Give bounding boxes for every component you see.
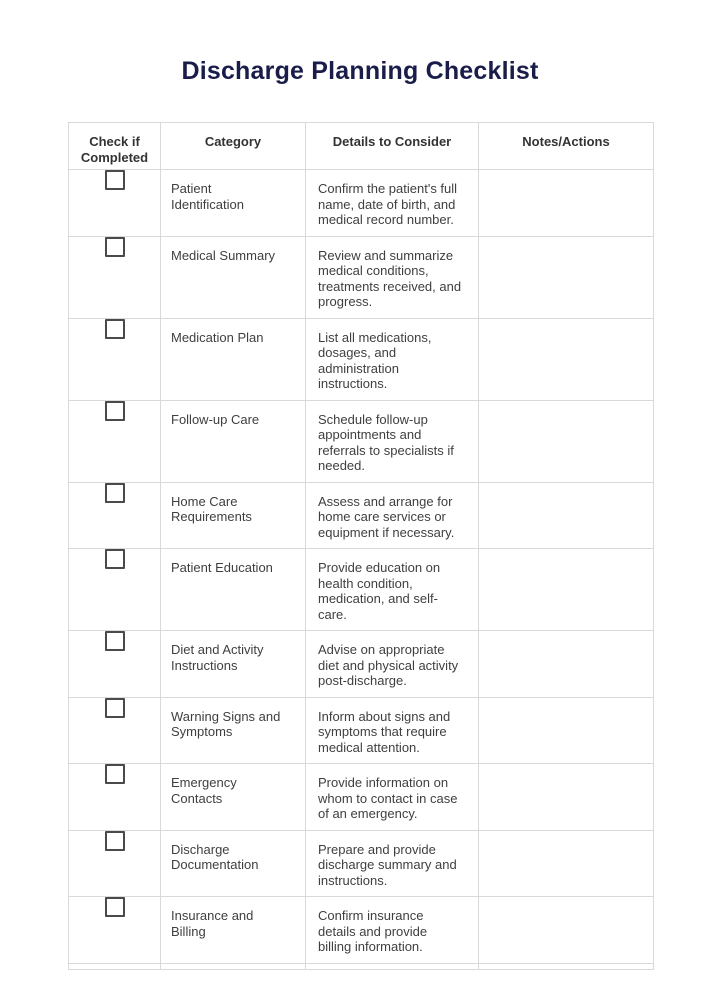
notes-cell [479, 482, 654, 549]
details-cell [306, 400, 479, 482]
table-body [69, 170, 654, 964]
check-cell [69, 830, 161, 897]
checkbox[interactable] [105, 549, 125, 569]
check-cell [69, 549, 161, 631]
table-row [69, 170, 654, 237]
checkbox[interactable] [105, 401, 125, 421]
table-row [69, 482, 654, 549]
details-text: Advise on appropriate diet and physical activity post-discharge. [318, 642, 459, 688]
category-label: Medication Plan [171, 329, 264, 345]
empty-cell [479, 963, 654, 969]
category-cell [161, 482, 306, 549]
checkbox[interactable] [105, 170, 125, 190]
notes-cell [479, 400, 654, 482]
notes-cell [479, 764, 654, 831]
table-row [69, 549, 654, 631]
category-label: Diet and Activity Instructions [171, 642, 264, 673]
details-cell [306, 830, 479, 897]
notes-cell [479, 236, 654, 318]
details-cell [306, 697, 479, 764]
category-cell [161, 236, 306, 318]
table-row [69, 400, 654, 482]
details-cell [306, 170, 479, 237]
category-cell [161, 830, 306, 897]
details-text: Confirm the patient's full name, date of birth, and medical record number. [318, 181, 458, 227]
details-text: Provide education on health condition, medication, and self-care. [318, 560, 441, 622]
details-cell [306, 897, 479, 964]
notes-cell [479, 830, 654, 897]
details-text: Confirm insurance details and provide billing information. [318, 908, 428, 954]
category-cell [161, 549, 306, 631]
check-cell [69, 400, 161, 482]
notes-cell [479, 318, 654, 400]
details-text: Prepare and provide discharge summary and instructions. [318, 841, 457, 888]
details-text: List all medications, dosages, and administration instructions. [318, 329, 432, 391]
details-text: Inform about signs and symptoms that require medical attention. [318, 708, 451, 755]
category-label: Patient Identification [171, 181, 244, 212]
notes-cell [479, 631, 654, 698]
table-row [69, 236, 654, 318]
details-cell [306, 236, 479, 318]
category-label: Emergency Contacts [171, 775, 237, 806]
notes-cell [479, 549, 654, 631]
category-label: Discharge Documentation [171, 841, 259, 872]
details-cell [306, 482, 479, 549]
check-cell [69, 318, 161, 400]
check-cell [69, 697, 161, 764]
category-cell [161, 631, 306, 698]
details-cell [306, 764, 479, 831]
details-text: Assess and arrange for home care services or equipment if necessary. [318, 493, 455, 540]
details-cell [306, 549, 479, 631]
category-label: Home Care Requirements [171, 493, 252, 524]
check-cell [69, 482, 161, 549]
category-cell [161, 697, 306, 764]
checkbox[interactable] [105, 631, 125, 651]
check-cell [69, 236, 161, 318]
category-label: Medical Summary [171, 247, 276, 263]
category-cell [161, 897, 306, 964]
header-details-to-consider: Details to Consider [306, 123, 479, 170]
details-text: Provide information on whom to contact in case of an emergency. [318, 775, 458, 821]
table-row [69, 897, 654, 964]
category-label: Follow-up Care [171, 411, 260, 427]
header-category: Category [161, 123, 306, 170]
empty-cell [306, 963, 479, 969]
empty-cell [161, 963, 306, 969]
category-label: Warning Signs and Symptoms [171, 708, 281, 739]
header-row [69, 123, 654, 170]
category-cell [161, 400, 306, 482]
notes-cell [479, 170, 654, 237]
table-row [69, 697, 654, 764]
details-text: Schedule follow-up appointments and referrals to specialists if needed. [318, 411, 454, 473]
category-label: Patient Education [171, 560, 273, 575]
page-title: Discharge Planning Checklist [181, 57, 539, 85]
checkbox[interactable] [105, 831, 125, 851]
table-row [69, 830, 654, 897]
check-cell [69, 764, 161, 831]
empty-cell [69, 963, 161, 969]
category-cell [161, 170, 306, 237]
table-row [69, 764, 654, 831]
checkbox[interactable] [105, 897, 125, 917]
check-cell [69, 897, 161, 964]
checkbox[interactable] [105, 698, 125, 718]
details-cell [306, 318, 479, 400]
empty-sliver-row [69, 963, 654, 969]
category-label: Insurance and Billing [171, 908, 254, 939]
details-cell [306, 631, 479, 698]
check-cell [69, 170, 161, 237]
category-cell [161, 764, 306, 831]
table-row [69, 631, 654, 698]
checkbox[interactable] [105, 237, 125, 257]
checkbox[interactable] [105, 483, 125, 503]
checkbox[interactable] [105, 319, 125, 339]
category-cell [161, 318, 306, 400]
header-check-if-completed: Check if Completed [69, 123, 161, 170]
check-cell [69, 631, 161, 698]
table-row [69, 318, 654, 400]
checklist-table [68, 122, 654, 970]
header-notes-actions: Notes/Actions [479, 123, 654, 170]
notes-cell [479, 897, 654, 964]
details-text: Review and summarize medical conditions, treatments received, and progress. [318, 247, 462, 309]
checkbox[interactable] [105, 764, 125, 784]
notes-cell [479, 697, 654, 764]
